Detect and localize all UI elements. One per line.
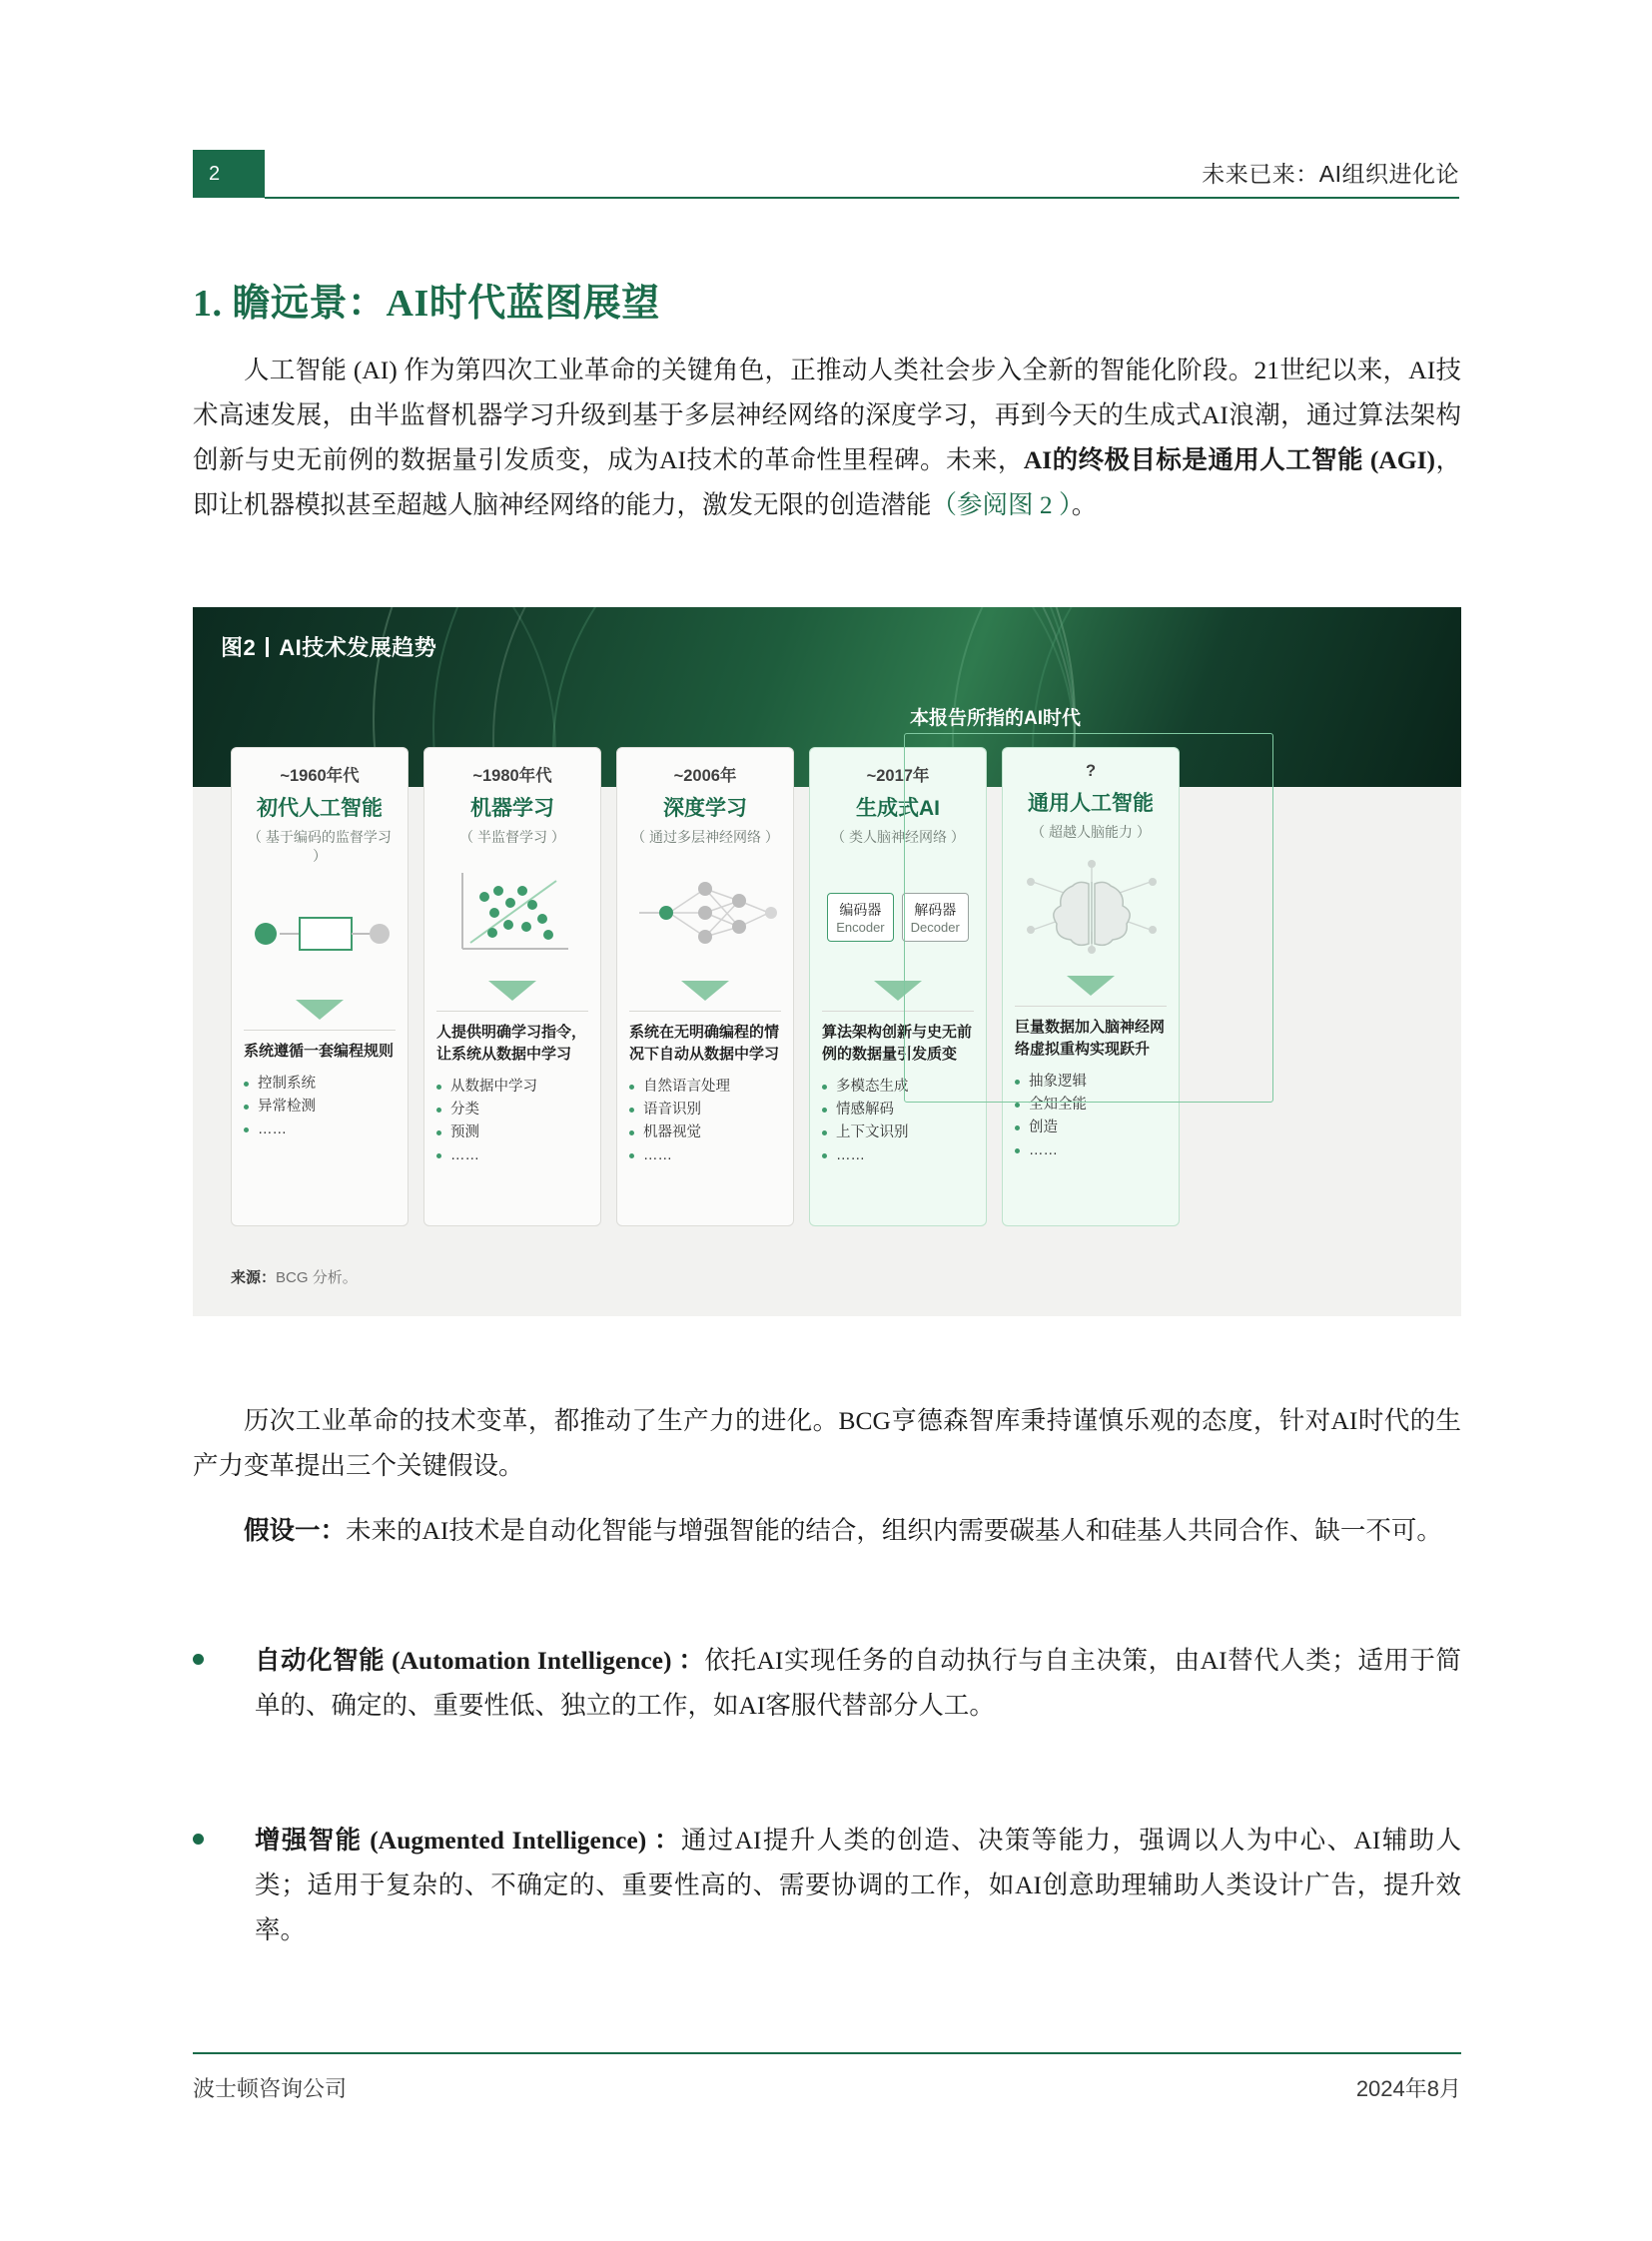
bullet-body	[255, 1818, 1461, 1952]
page-title: 1. 瞻远景：AI时代蓝图展望	[193, 283, 660, 325]
list-item: 控制系统	[244, 1073, 396, 1096]
card-description: 巨量数据加入脑神经网络虚拟重构实现跃升	[1015, 1019, 1166, 1058]
list-item: 抽象逻辑	[1015, 1071, 1167, 1094]
list-item: 异常检测	[244, 1096, 396, 1119]
decoder-label-en: Decoder	[910, 919, 960, 935]
footer-company: 波士顿咨询公司	[193, 2076, 348, 2101]
ai-era-banner-label: 本报告所指的AI时代	[910, 708, 1082, 729]
bullet-dot-icon	[193, 1834, 204, 1845]
card-name: 机器学习	[470, 797, 554, 820]
header-rule	[265, 149, 1459, 199]
header-title: 未来已来：AI组织进化论	[1202, 161, 1459, 187]
card-illustration-rule-based	[244, 876, 396, 996]
list-item: ……	[822, 1144, 974, 1167]
card-divider	[436, 1011, 588, 1012]
hypothesis-label: 假设一：	[244, 1516, 347, 1545]
list-item: 创造	[1015, 1117, 1167, 1139]
decoder-label: 解码器	[914, 901, 957, 918]
card-description: 系统在无明确编程的情况下自动从数据中学习	[629, 1024, 780, 1063]
card-era: ~2006年	[673, 767, 737, 785]
list-item: 全知全能	[1015, 1094, 1167, 1117]
list-item: 分类	[436, 1099, 588, 1121]
list-item: 多模态生成	[822, 1076, 974, 1099]
bullet-automation-intelligence	[193, 1638, 1461, 1728]
page-number-badge	[193, 150, 265, 198]
encoder-label-en: Encoder	[836, 919, 885, 935]
list-item: 情感解码	[822, 1099, 974, 1121]
card-divider	[629, 1011, 781, 1012]
bullet-augmented-intelligence	[193, 1818, 1461, 1952]
bullet-title: 增强智能 (Augmented Intelligence) ：	[255, 1826, 681, 1855]
figure-title: AI技术发展趋势	[279, 635, 437, 660]
source-label: 来源：	[231, 1269, 277, 1286]
figure-source	[231, 1266, 358, 1287]
caption-divider	[266, 637, 269, 657]
list-item: 语音识别	[629, 1099, 781, 1121]
card-item-list	[436, 1076, 588, 1167]
paragraph-intro	[193, 348, 1461, 527]
bullet-text: 通过AI提升人类的创造、决策等能力，强调以人为中心、AI辅助人类；适用于复杂的、不确定的、重要性高的、需要协调的工作，如AI创意助理辅助人类设计广告，提升效率。	[255, 1826, 1461, 1944]
arrow-down-icon	[681, 981, 729, 1001]
bullet-text: 依托AI实现任务的自动执行与自主决策，由AI替代人类；适用于简单的、确定的、重要性低、独立的工作，如AI客服代替部分人工。	[255, 1646, 1461, 1720]
footer-date: 2024年8月	[1355, 2076, 1461, 2101]
card-machine-learning	[423, 747, 601, 1226]
paragraph-hypothesis-one	[193, 1508, 1461, 1553]
card-era: ?	[1085, 762, 1097, 780]
paragraph-intro-end: 。	[1071, 490, 1098, 519]
paragraph-intro-part2: ，即让机器模拟甚至超越人脑神经网络的能力，激发无限的创造潜能	[193, 445, 1461, 519]
card-item-list	[244, 1073, 396, 1141]
list-item: ……	[629, 1144, 781, 1167]
footer-rule	[193, 2052, 1461, 2054]
card-era: ~1980年代	[472, 767, 552, 785]
figure-label: 图2	[221, 635, 257, 660]
list-item: ……	[244, 1119, 396, 1141]
card-description: 算法架构创新与史无前例的数据量引发质变	[822, 1024, 973, 1063]
card-name: 通用人工智能	[1028, 792, 1154, 815]
arrow-down-icon	[296, 1000, 344, 1020]
hypothesis-text: 未来的AI技术是自动化智能与增强智能的结合，组织内需要碳基人和硅基人共同合作、缺一不可。	[346, 1516, 1442, 1545]
bullet-title: 自动化智能 (Automation Intelligence) ：	[255, 1646, 705, 1675]
list-item: ……	[1015, 1139, 1167, 1162]
page-header	[193, 150, 1459, 198]
bullet-body	[255, 1638, 1461, 1728]
card-item-list	[629, 1076, 781, 1167]
card-description: 人提供明确学习指令，让系统从数据中学习	[436, 1024, 587, 1063]
bullet-dot-icon	[193, 1654, 204, 1665]
card-illustration-scatter	[436, 857, 588, 977]
list-item: 预测	[436, 1121, 588, 1144]
ai-era-highlight-box	[904, 733, 1273, 1103]
card-subtitle: （ 半监督学习 ）	[459, 829, 565, 845]
card-name: 初代人工智能	[257, 797, 383, 820]
list-item: 自然语言处理	[629, 1076, 781, 1099]
figure-ai-technology-trend	[193, 607, 1461, 1316]
paragraph-industrial-revolution: 历次工业革命的技术变革，都推动了生产力的进化。BCG亨德森智库秉持谨慎乐观的态度，针对AI时代的生产力变革提出三个关键假设。	[193, 1406, 1461, 1480]
figure-caption	[221, 631, 436, 662]
card-era: ~1960年代	[280, 767, 360, 785]
card-name: 深度学习	[663, 797, 747, 820]
paragraph-intro-emphasis: AI的终极目标是通用人工智能 (AGI)	[1023, 445, 1436, 474]
figure-reference: （参阅图 2 ）	[931, 490, 1072, 519]
card-early-ai	[231, 747, 409, 1226]
page-footer	[193, 2052, 1461, 2103]
list-item: 从数据中学习	[436, 1076, 588, 1099]
card-divider	[244, 1030, 396, 1031]
card-description: 系统遵循一套编程规则	[244, 1043, 395, 1060]
card-name: 生成式AI	[856, 797, 940, 820]
source-text: BCG 分析。	[276, 1269, 358, 1286]
card-deep-learning	[616, 747, 794, 1226]
footer-row	[193, 2072, 1461, 2103]
arrow-down-icon	[488, 981, 536, 1001]
card-subtitle: （ 超越人脑能力 ）	[1031, 824, 1151, 840]
paragraph-intro-part1: 人工智能 (AI) 作为第四次工业革命的关键角色，正推动人类社会步入全新的智能化阶段。21世纪以来，AI技术高速发展，由半监督机器学习升级到基于多层神经网络的深度学习，再到今天的生成式AI浪潮，通过算法架构创新与史无前例的数据量引发质变，成为AI技术的革命性里程碑。未来，	[193, 356, 1461, 474]
card-subtitle: （ 类人脑神经网络 ）	[831, 829, 965, 845]
page-number: 2	[209, 162, 221, 185]
list-item: 上下文识别	[822, 1121, 974, 1144]
list-item: ……	[436, 1144, 588, 1167]
list-item: 机器视觉	[629, 1121, 781, 1144]
card-era: ~2017年	[866, 767, 930, 785]
encoder-label: 编码器	[839, 901, 882, 918]
card-subtitle: （ 通过多层神经网络 ）	[631, 829, 779, 845]
card-illustration-neural-net	[629, 857, 781, 977]
card-subtitle: （ 基于编码的监督学习 ）	[248, 829, 392, 864]
